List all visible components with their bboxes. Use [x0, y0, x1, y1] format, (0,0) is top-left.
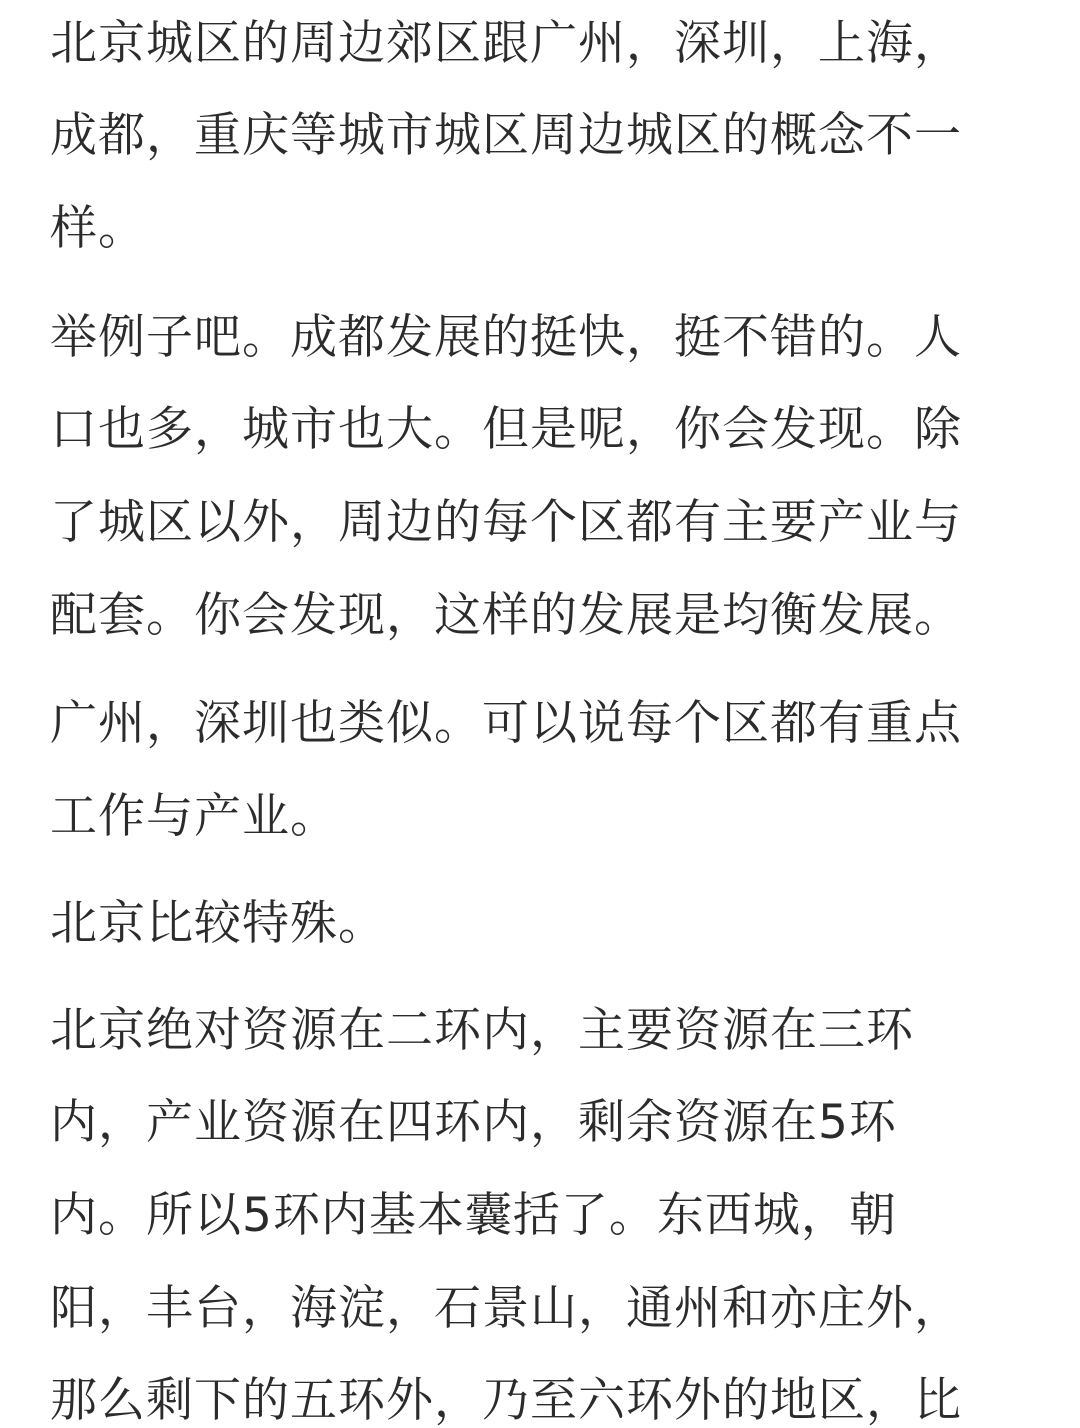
text-line: 口也多，城市也大。但是呢，你会发现。除	[50, 402, 962, 457]
text-line: 内，产业资源在四环内，剩余资源在5环	[50, 1095, 897, 1150]
text-line: 配套。你会发现，这样的发展是均衡发展。	[50, 588, 962, 643]
text-line: 北京城区的周边郊区跟广州，深圳，上海，	[50, 16, 962, 71]
text-line: 那么剩下的五环外，乃至六环外的地区，比	[50, 1373, 962, 1428]
text-line: 阳，丰台，海淀，石景山，通州和亦庄外，	[50, 1281, 962, 1336]
text-line: 北京绝对资源在二环内，主要资源在三环	[50, 1003, 914, 1058]
text-line: 广州，深圳也类似。可以说每个区都有重点	[50, 696, 962, 751]
text-line: 举例子吧。成都发展的挺快，挺不错的。人	[50, 310, 962, 365]
text-line: 工作与产业。	[50, 789, 338, 844]
text-line: 样。	[50, 201, 146, 256]
text-line: 北京比较特殊。	[50, 896, 386, 951]
text-line: 成都，重庆等城市城区周边城区的概念不一	[50, 108, 962, 163]
text-line: 内。所以5环内基本囊括了。东西城，朝	[50, 1188, 897, 1243]
text-line: 了城区以外，周边的每个区都有主要产业与	[50, 495, 962, 550]
